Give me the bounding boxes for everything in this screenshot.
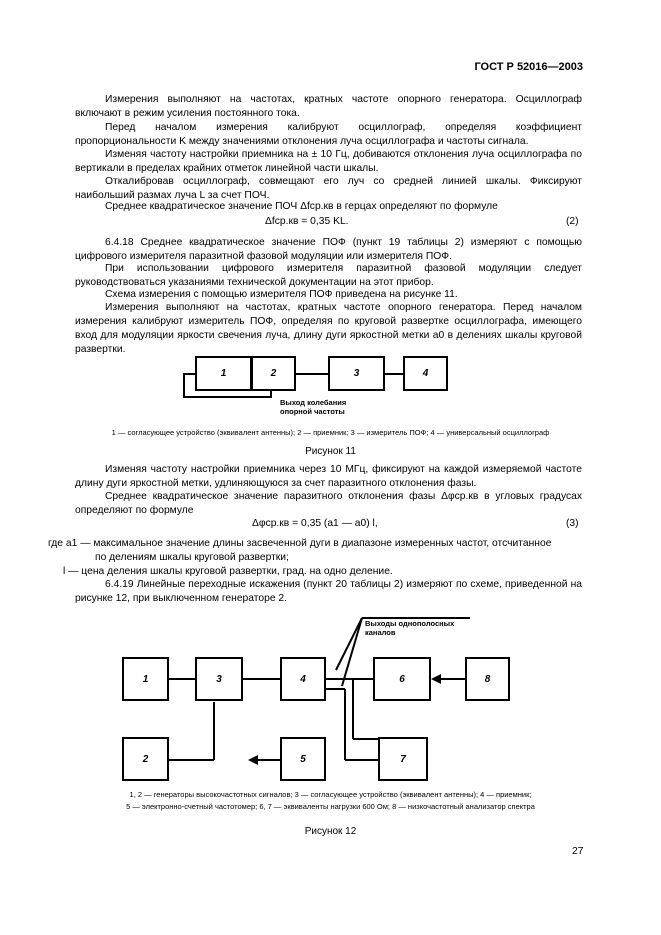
paragraph: Откалибровав осциллограф, совмещают его луч со средней линией шкалы. Фиксируют наибольший размах луча L за счет ПОЧ.: [75, 176, 582, 201]
paragraph: Перед началом измерения калибруют осциллограф, определяя коэффициент пропорциональности K между значениями отклонения луча осциллографа и частоты сигнала.: [75, 122, 582, 147]
block-1: 1: [122, 657, 169, 701]
paragraph: Среднее квадратическое значение паразитного отклонения фазы Δφср.кв в угловых градусах определяют по формуле: [75, 491, 582, 516]
figure-11-caption: 1 — согласующее устройство (эквивалент антенны); 2 — приемник; 3 — измеритель ПОФ; 4 — универсальный осциллограф: [111, 428, 550, 437]
paragraph: Среднее квадратическое значение ПОЧ Δfср.кв в герцах определяют по формуле: [105, 201, 498, 212]
block-4: 4: [280, 657, 326, 701]
definition-a1: где a1 — максимальное значение длины засвеченной дуги в диапазоне измеренных частот, отсчитанное: [48, 538, 552, 549]
formula-2: Δfср.кв = 0,35 KL.: [265, 216, 349, 227]
block-7: 7: [378, 737, 428, 781]
output-label: Выход колебания опорной частоты: [280, 398, 347, 416]
block-6: 6: [373, 657, 431, 701]
formula-3: Δφср.кв = 0,35 (a1 — a0) l,: [252, 518, 378, 529]
block-3: 3: [195, 657, 243, 701]
paragraph: Изменяя частоту настройки приемника на ± 10 Гц, добиваются отклонения луча осциллографа по вертикали в пределах крайних отметок линейной части шкалы.: [75, 149, 582, 174]
figure-12-caption-1: 1, 2 — генераторы высокочастотных сигналов; 3 — согласующее устройство (эквивалент антенны); 4 — приемник;: [129, 790, 532, 799]
figure-11-title: Рисунок 11: [305, 446, 356, 457]
output-label: Выходы однополосных каналов: [365, 619, 455, 637]
block-5: 5: [280, 737, 326, 781]
paragraph: Измерения выполняют на частотах, кратных частоте опорного генератора. Осциллограф включают в режим усиления постоянного тока.: [75, 94, 582, 119]
block-3: 3: [328, 356, 385, 391]
formula-3-number: (3): [566, 518, 579, 529]
block-8: 8: [465, 657, 510, 701]
document-header: ГОСТ Р 52016—2003: [474, 61, 583, 73]
paragraph: Измерения выполняют на частотах, кратных частоте опорного генератора. Перед началом измерения калибруют измеритель ПОФ, определяя по круговой развертке осциллографа, имеющего вход для модуляции яркости свечения луча, длину дуги яркостной метки a0 в делениях шкалы круговой развертки.: [75, 302, 582, 355]
paragraph: 6.4.19 Линейные переходные искажения (пункт 20 таблицы 2) измеряют по схеме, приведенной на рисунке 12, при выключенном генераторе 2.: [75, 579, 582, 604]
block-1: 1: [195, 356, 252, 391]
block-2: 2: [122, 737, 169, 781]
formula-2-number: (2): [566, 216, 579, 227]
figure-12-title: Рисунок 12: [304, 826, 357, 837]
definition-l: l — цена деления шкалы круговой развертки, град. на одно деление.: [63, 566, 393, 577]
block-4: 4: [403, 356, 448, 391]
block-2: 2: [251, 356, 296, 391]
paragraph: 6.4.18 Среднее квадратическое значение ПОФ (пункт 19 таблицы 2) измеряют с помощью цифрового измерителя паразитной фазовой модуляции или измерителя ПОФ.: [75, 237, 582, 262]
definition-a1-cont: по делениям шкалы круговой развертки;: [95, 552, 289, 563]
page-number: 27: [572, 846, 584, 857]
paragraph: Схема измерения с помощью измерителя ПОФ приведена на рисунке 11.: [105, 289, 458, 300]
figure-12-caption-2: 5 — электронно-счетный частотомер; 6, 7 — эквиваленты нагрузки 600 Ом; 8 — низкочастотный анализатор спектра: [126, 802, 535, 811]
paragraph: При использовании цифрового измерителя паразитной фазовой модуляции следует руководствоваться указаниями технической документации на этот прибор.: [75, 263, 582, 288]
paragraph: Изменяя частоту настройки приемника через 10 МГц, фиксируют на каждой измеряемой частоте длину дуги яркостной метки, удлиняющуюся за счет паразитного отклонения фазы.: [75, 464, 582, 489]
